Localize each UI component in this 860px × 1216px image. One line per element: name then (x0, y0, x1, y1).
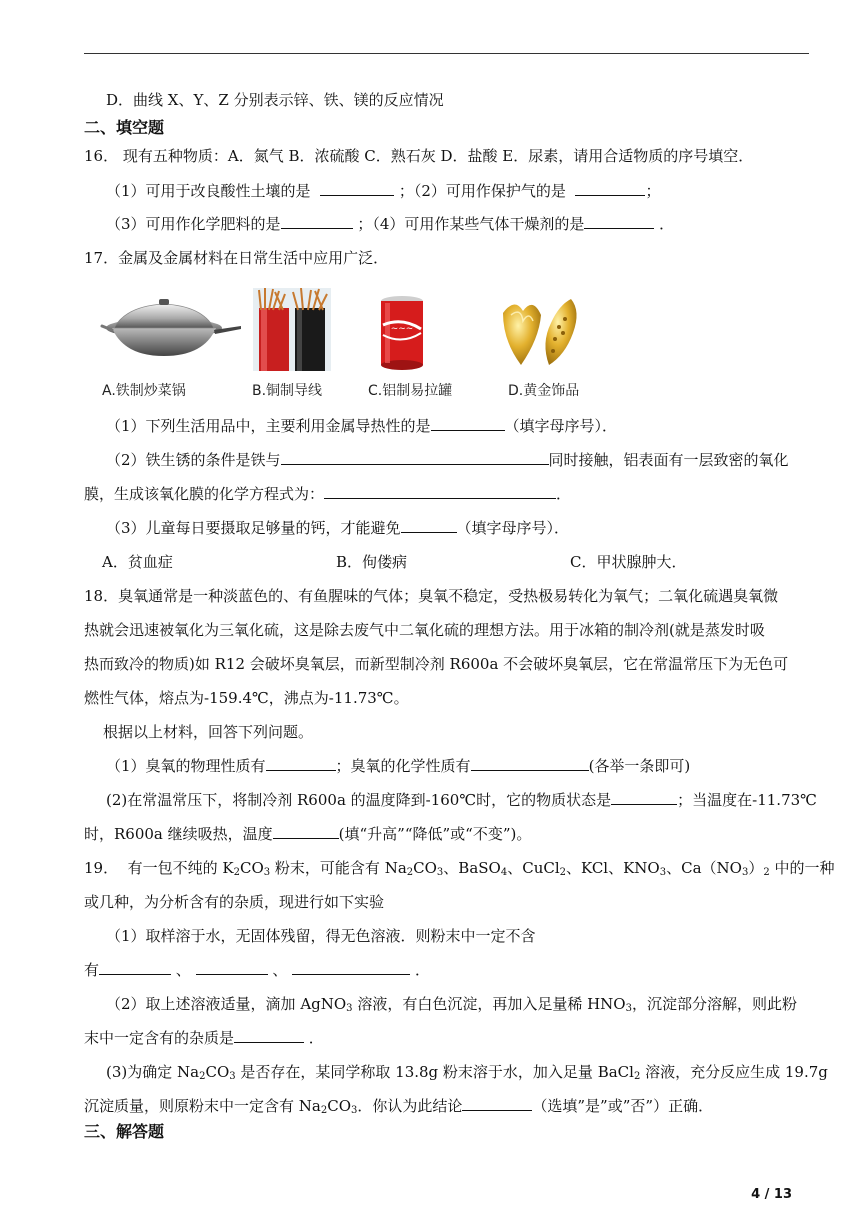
svg-text:~~~: ~~~ (390, 324, 414, 334)
iron-wok-image (96, 298, 242, 360)
q17-blank-2[interactable] (281, 450, 549, 465)
previous-question-option-d: D．曲线 X、Y、Z 分别表示锌、铁、镁的反应情况 (106, 91, 444, 109)
q19-stem-line-1: 19． 有一包不纯的 $K_2CO_3$ 粉末，可能含有 $Na_2CO_3$、BaSO$_4$、CuCl$_2$、KCl、$KNO_3$、$Ca(NO_3)_2$ 中的一种 (84, 859, 835, 878)
q18-blank-2[interactable] (471, 756, 589, 771)
q16-blank-3[interactable] (281, 214, 353, 229)
q16-line-1: （1）可用于改良酸性土壤的是 ；（2）可用作保护气的是 ； (106, 182, 661, 200)
q19-part-1-line-2: 有 、 、 ． (84, 961, 430, 979)
caption-c: C.铝制易拉罐 (368, 383, 453, 399)
q18-part-2-line-1: (2)在常温常压下，将制冷剂 R600a 的温度降到-160℃时，它的物质状态是 ；当温度在-11.73℃ (106, 791, 817, 809)
caption-d: D.黄金饰品 (508, 383, 580, 399)
q19-stem-line-2: 或几种，为分析含有的杂质，现进行如下实验 (84, 893, 385, 911)
q19-blank-4[interactable] (234, 1028, 304, 1043)
caption-a: A.铁制炒菜锅 (102, 383, 186, 399)
gold-jewelry-image (493, 293, 588, 373)
q19-part-2-line-2: 末中一定含有的杂质是 ． (84, 1029, 324, 1047)
q19-part-1-line-1: （1）取样溶于水，无固体残留，得无色溶液．则粉末中一定不含 (106, 927, 536, 945)
q19-blank-3[interactable] (292, 960, 410, 975)
q17-option-b: B．佝偻病 (336, 553, 408, 571)
q17-part-2-line-2: 膜，生成该氧化膜的化学方程式为： ． (84, 485, 572, 503)
q16-blank-4[interactable] (584, 214, 654, 229)
q19-blank-5[interactable] (462, 1096, 532, 1111)
q19-blank-2[interactable] (196, 960, 268, 975)
q19-part-3-line-1: (3)为确定 $Na_2CO_3$ 是否存在，某同学称取 13.8g 粉末溶于水，加入足量 BaCl$_2$ 溶液，充分反应生成 19.7g (106, 1063, 828, 1082)
q19-part-2-line-1: （2）取上述溶液适量，滴加 AgNO$_3$ 溶液，有白色沉淀，再加入足量稀 $HNO_3$，沉淀部分溶解，则此粉 (106, 995, 797, 1014)
q18-blank-1[interactable] (266, 756, 336, 771)
q16-blank-1[interactable] (320, 181, 394, 196)
q18-paragraph-line-1: 18．臭氧通常是一种淡蓝色的、有鱼腥味的气体；臭氧不稳定，受热极易转化为氧气；二氧化硫遇臭氧微 (84, 587, 779, 605)
q17-option-a: A．贫血症 (102, 553, 173, 571)
section-2-title: 二、填空题 (84, 118, 165, 137)
q19-blank-1[interactable] (99, 960, 171, 975)
q19-part-3-line-2: 沉淀质量，则原粉末中一定含有 $Na_2CO_3$．你认为此结论 （选填”是”或”否”）正确． (84, 1097, 714, 1116)
q18-part-2-line-2: 时，R600a 继续吸热，温度 (填“升高”“降低”或“不变”)。 (84, 825, 532, 843)
q17-part-3: （3）儿童每日要摄取足够量的钙，才能避免 （填字母序号）． (106, 519, 570, 537)
q17-blank-4[interactable] (401, 518, 457, 533)
q18-intro: 根据以上材料，回答下列问题。 (103, 723, 314, 741)
page-number: 4 / 13 (751, 1187, 792, 1202)
q17-option-c: C．甲状腺肿大． (570, 553, 687, 571)
caption-b: B.铜制导线 (252, 383, 323, 399)
q16-blank-2[interactable] (575, 181, 645, 196)
q17-blank-1[interactable] (431, 416, 505, 431)
section-3-title: 三、解答题 (84, 1122, 165, 1141)
q17-blank-3[interactable] (324, 484, 556, 499)
q16-stem: 16． 现有五种物质：A．氮气 B．浓硫酸 C．熟石灰 D．盐酸 E．尿素，请用合适物质的序号填空． (84, 147, 754, 165)
q17-stem: 17．金属及金属材料在日常生活中应用广泛． (84, 249, 389, 267)
aluminum-can-image (377, 295, 427, 371)
q18-blank-3[interactable] (611, 790, 677, 805)
copper-wire-image (253, 288, 331, 371)
q18-paragraph-line-2: 热就会迅速被氧化为三氧化硫，这是除去废气中二氧化硫的理想方法。用于冰箱的制冷剂(就是蒸发时吸 (84, 621, 765, 639)
q17-part-2-line-1: （2）铁生锈的条件是铁与 同时接触，铝表面有一层致密的氧化 (106, 451, 789, 469)
q18-part-1: （1）臭氧的物理性质有 ；臭氧的化学性质有 (各举一条即可) (106, 757, 691, 775)
q17-part-1: （1）下列生活用品中，主要利用金属导热性的是 （填字母序号）． (106, 417, 618, 435)
q18-paragraph-line-4: 燃性气体，熔点为-159.4℃，沸点为-11.73℃。 (84, 689, 409, 707)
q16-line-2: （3）可用作化学肥料的是 ；（4）可用作某些气体干燥剂的是 ． (106, 215, 675, 233)
q18-blank-4[interactable] (273, 824, 339, 839)
q18-paragraph-line-3: 热而致冷的物质)如 R12 会破坏臭氧层，而新型制冷剂 R600a 不会破坏臭氧层，它在常温常压下为无色可 (84, 655, 789, 673)
header-rule (84, 53, 809, 54)
